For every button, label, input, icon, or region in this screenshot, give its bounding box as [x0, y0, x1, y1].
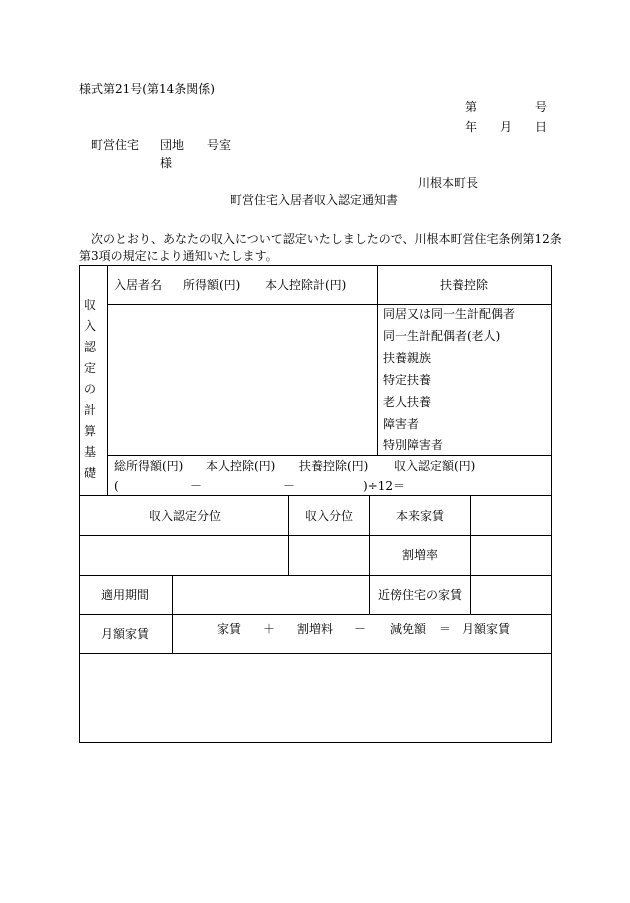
rent-formula-surcharge: 割増料: [297, 622, 334, 636]
formula-close-divide: )÷12＝: [363, 479, 406, 493]
formula-minus-2: －: [283, 479, 296, 493]
sum-self-deduction: 本人控除(円): [206, 459, 276, 473]
date-year: 年: [465, 120, 478, 134]
form-number: 様式第21号(第14条関係): [79, 82, 215, 96]
rent-formula-rent: 家賃: [217, 622, 242, 636]
date-day: 日: [535, 120, 548, 134]
label-monthly-rent: 月額家賃: [101, 627, 150, 641]
col-resident-name: 入居者名: [114, 278, 163, 292]
col-self-deduction-total: 本人控除計(円): [265, 278, 347, 292]
deduction-item-spouse: 同居又は同一生計配偶者: [383, 307, 516, 321]
deduction-item-dependents: 扶養親族: [383, 351, 432, 365]
rent-formula-minus: －: [354, 622, 367, 636]
deduction-item-spouse-elderly: 同一生計配偶者(老人): [383, 329, 501, 343]
body-text-line1: 次のとおり、あなたの収入について認定いたしましたので、川根本町営住宅条例第12条: [91, 232, 562, 246]
label-certified-class: 収入認定分位: [149, 509, 222, 523]
addressee-housing: 町営住宅: [91, 138, 140, 152]
body-text-line2: 第3項の規定により通知いたします。: [79, 249, 278, 263]
rent-formula-reduction: 減免額: [390, 622, 427, 636]
formula-minus-1: －: [190, 479, 203, 493]
label-applicable-period: 適用期間: [101, 588, 150, 602]
doc-number-dai: 第: [465, 100, 478, 114]
sum-certified-income: 収入認定額(円): [394, 459, 476, 473]
col-dependent-deduction: 扶養控除: [440, 278, 489, 292]
col-income: 所得額(円): [183, 278, 241, 292]
deduction-item-specific: 特定扶養: [383, 373, 432, 387]
issuer: 川根本町長: [418, 176, 479, 190]
addressee-sama: 様: [160, 156, 173, 170]
rent-formula-equals: ＝: [439, 622, 452, 636]
rent-formula-result: 月額家賃: [462, 622, 511, 636]
addressee-room: 号室: [207, 138, 232, 152]
calc-basis-side-label: 収 入 認 定 の 計 算 基 礎: [84, 298, 97, 480]
document-title: 町営住宅入居者収入認定通知書: [230, 193, 399, 207]
deduction-item-elderly: 老人扶養: [383, 395, 432, 409]
deduction-item-special-disabled: 特別障害者: [383, 438, 444, 452]
label-income-class: 収入分位: [305, 509, 354, 523]
label-base-rent: 本来家賃: [396, 509, 445, 523]
formula-open-paren: (: [114, 479, 119, 493]
date-month: 月: [500, 120, 513, 134]
sum-dependent-deduction: 扶養控除(円): [299, 459, 369, 473]
addressee-danchi: 団地: [160, 138, 185, 152]
sum-total-income: 総所得額(円): [114, 459, 184, 473]
doc-number-go: 号: [535, 100, 548, 114]
label-nearby-rent: 近傍住宅の家賃: [378, 588, 463, 602]
rent-formula-plus: ＋: [263, 622, 276, 636]
deduction-item-disabled: 障害者: [383, 417, 420, 431]
label-surcharge-rate: 割増率: [402, 548, 439, 562]
